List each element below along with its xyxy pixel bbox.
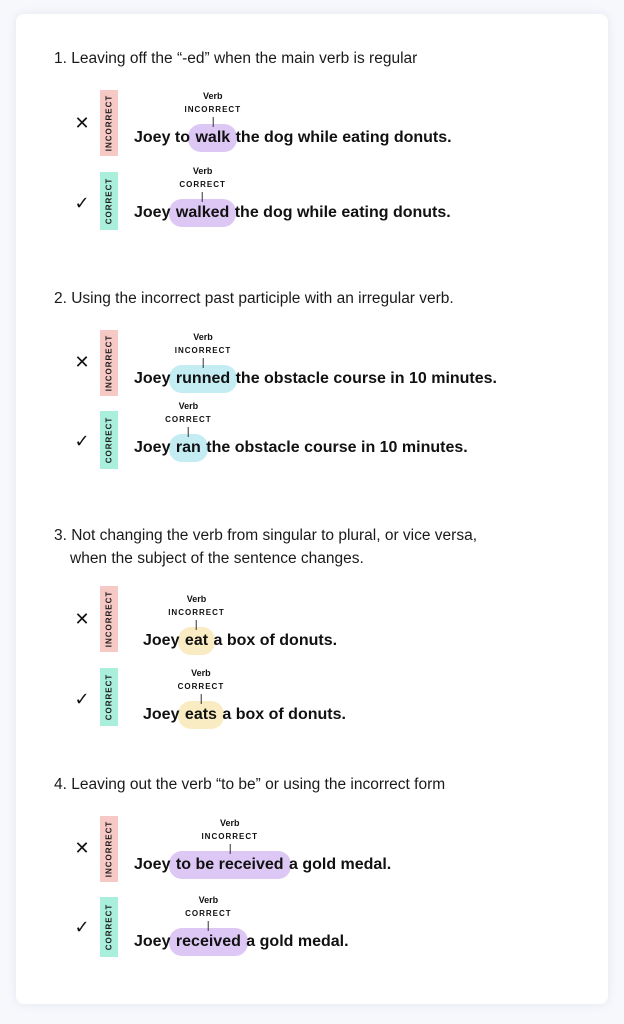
correct-tag: CORRECT <box>100 897 118 957</box>
incorrect-sentence-2: Joey Verb INCORRECT runned the obstacle course in 10 minutes. <box>134 332 497 387</box>
verb-label: Verb INCORRECT <box>175 331 232 369</box>
correct-check-icon: ✓ <box>74 431 90 451</box>
incorrect-x-icon: ✕ <box>74 609 90 629</box>
correct-sentence-3: Joey Verb CORRECT eats a box of donuts. <box>143 668 346 723</box>
incorrect-sentence-1: Joey to Verb INCORRECT walk the dog while eating donuts. <box>134 91 452 146</box>
incorrect-sentence-4: Joey Verb INCORRECT to be received a gold medal. <box>134 818 392 873</box>
rule-4-heading: 4. Leaving out the verb “to be” or using the incorrect form <box>54 776 446 793</box>
verb-highlight: Verb INCORRECT walk <box>184 91 242 146</box>
rule-3-heading: 3. Not changing the verb from singular to plural, or vice versa, when the subject of the sentence changes. <box>54 527 478 567</box>
incorrect-x-icon: ✕ <box>74 838 90 858</box>
verb-highlight: Verb CORRECT walked <box>175 166 230 221</box>
incorrect-tag: INCORRECT <box>100 816 118 882</box>
verb-label: Verb CORRECT <box>179 165 226 203</box>
verb-label: Verb CORRECT <box>178 667 225 705</box>
verb-label: Verb CORRECT <box>185 894 232 932</box>
verb-label: Verb INCORRECT <box>201 817 258 855</box>
correct-tag: CORRECT <box>100 668 118 726</box>
correct-sentence-4: Joey Verb CORRECT received a gold medal. <box>134 895 349 950</box>
verb-highlight: Verb CORRECT eats <box>177 668 225 723</box>
incorrect-sentence-3: Joey Verb INCORRECT eat a box of donuts. <box>143 594 338 649</box>
incorrect-tag: INCORRECT <box>100 586 118 652</box>
verb-label: Verb INCORRECT <box>185 90 242 128</box>
verb-highlight: Verb INCORRECT eat <box>168 594 225 649</box>
verb-highlight: Verb INCORRECT runned <box>174 332 232 387</box>
incorrect-x-icon: ✕ <box>74 113 90 133</box>
incorrect-tag: INCORRECT <box>100 330 118 396</box>
verb-highlight: Verb CORRECT ran <box>165 401 212 456</box>
correct-sentence-2: Joey Verb CORRECT ran the obstacle course in 10 minutes. <box>134 401 468 456</box>
incorrect-tag: INCORRECT <box>100 90 118 156</box>
correct-tag: CORRECT <box>100 411 118 469</box>
verb-highlight: Verb INCORRECT to be received <box>175 818 284 873</box>
correct-check-icon: ✓ <box>74 917 90 937</box>
verb-label: Verb INCORRECT <box>168 593 225 631</box>
rule-1-heading: 1. Leaving off the “-ed” when the main verb is regular <box>54 50 418 67</box>
correct-check-icon: ✓ <box>74 193 90 213</box>
correct-tag: CORRECT <box>100 172 118 230</box>
verb-highlight: Verb CORRECT received <box>175 895 241 950</box>
incorrect-x-icon: ✕ <box>74 352 90 372</box>
correct-sentence-1: Joey Verb CORRECT walked the dog while eating donuts. <box>134 166 451 221</box>
verb-label: Verb CORRECT <box>165 400 212 438</box>
correct-check-icon: ✓ <box>74 689 90 709</box>
rule-2-heading: 2. Using the incorrect past participle with an irregular verb. <box>54 290 454 307</box>
